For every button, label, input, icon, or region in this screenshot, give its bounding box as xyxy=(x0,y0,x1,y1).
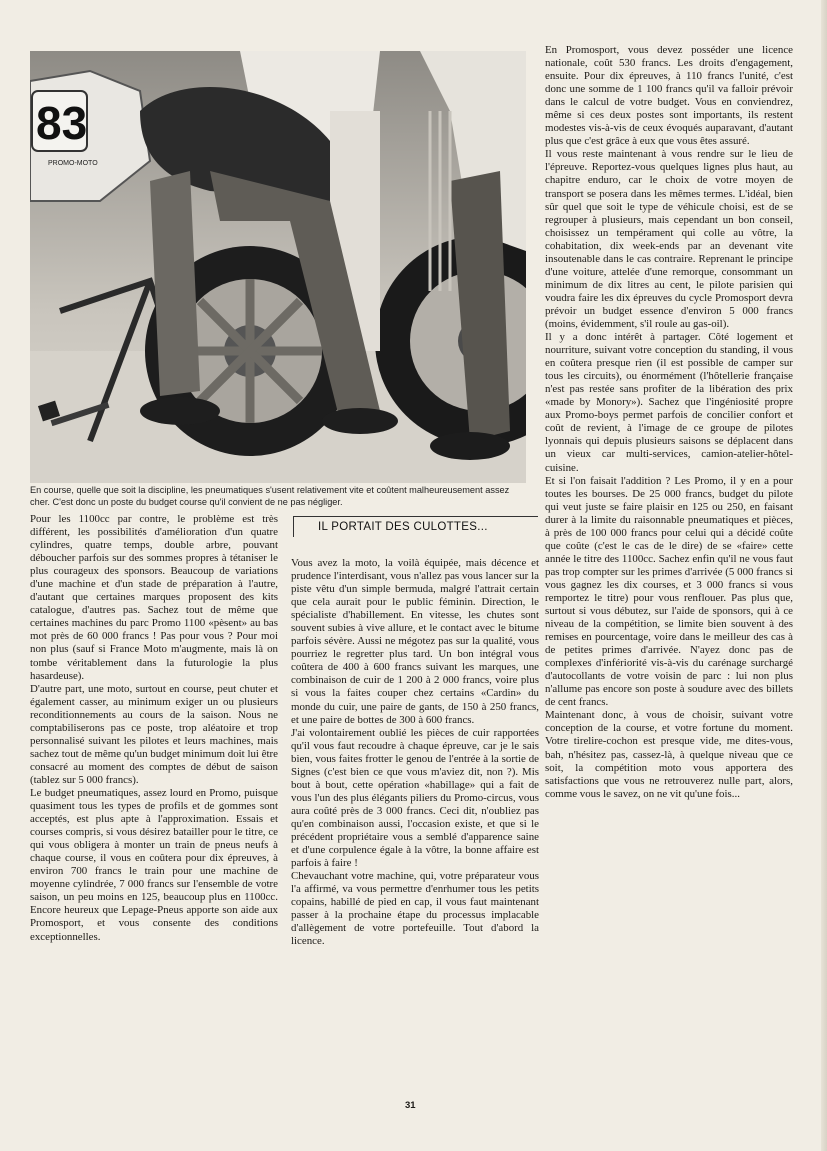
race-number-plate: 83 xyxy=(36,97,88,149)
article-column-left xyxy=(30,513,278,944)
paragraph: J'ai volontairement oublié les pièces de cuir rapportées qu'il vous faut recoudre à chaque épreuve, car je le sais bien, vous faites frotter le genou de l'entrée à la sortie de Signes (c'est bien ce que vous m'aviez dit, non ?). Mis bout à bout, cette opération «habillage» qui a fait de vous l'un des plus élégants piliers du Promo-circus, vous aura coûté près de 3 000 francs. Ceci dit, n'oubliez pas qu'en combinaison aussi, l'occasion existe, et que si le précédent propriétaire vous a semblé d'apparence saine et d'une corpulence égale à la vôtre, la bonne affaire est parfois à faire ! xyxy=(291,726,539,870)
page-edge xyxy=(821,0,827,1151)
paragraph: Maintenant donc, à vous de choisir, suivant votre conception de la course, et votre fortune du moment. Votre tirelire-cochon est presque vide, me dites-vous, bah, n'hésitez pas, cassez-là, à quelque niveau que ce soit, la compétition moto vous apportera des satisfactions que vous ne retrouverez nulle part, alors, comme vous le savez, on ne vit qu'une fois... xyxy=(545,709,793,800)
paragraph: Il vous reste maintenant à vous rendre sur le lieu de l'épreuve. Reportez-vous quelques lignes plus haut, au chapitre enduro, car le choix de votre moyen de transport se posera dans les mêmes termes. L'idéal, bien sûr quel que soit le type de véhicule choisi, est de se regrouper à plusieurs, mais cependant un bon conseil, choisissez un tempérament qui colle au vôtre, la cohabitation, dix week-ends par an devenant vite insoutenable dans le cas contraire. Reprenant le principe d'une voiture, attelée d'une remorque, consommant un minimum de dix litres au cent, le pilote parisien qui voudra faire les dix épreuves du cycle Promosport devra prévoir un budget essence d'environ 5 000 francs (moins, évidemment, s'il roule au gas-oil). xyxy=(545,148,793,330)
paragraph: Vous avez la moto, la voilà équipée, mais décence et prudence l'interdisant, vous n'allez pas vous lancer sur la piste vêtu d'un simple bermuda, malgré l'attrait certain que cela aurait pour le public féminin. Direction, le spécialiste d'habillement. En vitesse, les chutes sont souvent subies à vive allure, et le contact avec le bitume parfois sévère. Aussi ne mégotez pas sur la qualité, vous pourriez le regretter plus tard. Un bon intégral vous coûtera de 400 à 600 francs suivant les marques, une combinaison de cuir de 1 200 à 2 000 francs, voire plus si vous la faites couper chez certains «Cardin» du monde du cuir, une paire de gants, de 150 à 250 francs, et une paire de bottes de 300 à 600 francs. xyxy=(291,557,539,726)
article-column-middle xyxy=(291,557,539,948)
page-number: 31 xyxy=(405,1100,416,1111)
mechanics-tyres-illustration xyxy=(30,51,526,483)
paragraph: Il y a donc intérêt à partager. Côté logement et nourriture, suivant votre conception du standing, il vous en coûtera presque rien (il est possible de camper sur tous les circuits), ou énormément (l'hôtellerie française n'est pas restée sans profiter de la libération des prix «made by Monory»). Sachez que l'ingéniosité propre aux Promo-boys permet parfois de concilier confort et coût de revient, à l'image de ce groupe de pilotes lyonnais qui depuis plusieurs saisons se déplacent dans un vieux car multi-services, camion-atelier-hôtel-cuisine. xyxy=(545,331,793,474)
paragraph: D'autre part, une moto, surtout en course, peut chuter et également casser, au minimum exiger un ou plusieurs reconditionnements au cours de la saison. Nous ne comptabiliserons pas ce poste, trop aléatoire et trop personnalisé suivant les pilotes et leurs machines, mais sachez tout de même qu'un budget minimum doit lui être consacré au moment des comptes de début de saison (tablez sur 5 000 francs). xyxy=(30,682,278,786)
paragraph: En Promosport, vous devez posséder une licence nationale, coût 530 francs. Les droits d'engagement, ensuite. Pour dix épreuves, à 110 francs l'unité, c'est donc une somme de 1 100 francs qu'il va falloir prévoir dans le calcul de votre budget. Vous en conviendrez, même si ces deux postes sont importants, ils restent modestes vis-à-vis de ceux évoqués auparavant, d'autant plus que c'est grâce à eux que vous êtes assuré. xyxy=(545,44,793,148)
article-column-right xyxy=(545,44,793,801)
paragraph: Pour les 1100cc par contre, le problème est très différent, les possibilités d'amélioration d'un quatre cylindres, quatre temps, double arbre, pouvant déboucher parfois sur des sommes propres à tétaniser le plus courageux des sponsors. Beaucoup de variations d'une machine et d'un stade de préparation à l'autre, d'autant que certaines marques proposent des kits catalogue, d'autres pas. Sachez tout de même que certaines machines du parc Promo 1100 «pèsent» au bas mot près de 60 000 francs ! Pas pour vous ? Pour moi non plus (sauf si France Moto m'augmente, mais là on tombe véritablement dans la futurologie la plus hasardeuse). xyxy=(30,513,278,682)
fairing-sticker: PROMO-MOTO xyxy=(48,160,98,167)
paragraph: Le budget pneumatiques, assez lourd en Promo, puisque quasiment tous les types de profils et de gommes sont acceptés, est plus apte à l'approximation. Essais et courses compris, si vous désirez batailler pour le titre, ce qui vous obligera à monter un train de pneus neufs à chaque course, il vous en coûtera pour dix épreuves, à environ 700 francs le train pour une machine de moyenne cylindrée, 7 000 francs sur l'ensemble de votre saison, un peu moins en 125, beaucoup plus en 1100cc. Encore heureux que Lepage-Pneus apporte son aide aux Promosport, et vous consente des conditions exceptionnelles. xyxy=(30,786,278,943)
paragraph: Chevauchant votre machine, qui, votre préparateur vous l'a affirmé, va vous permettre d'enrhumer tous les petits copains, habillé de pied en cap, il vous faut maintenant passer à la prochaine étape du processus implacable d'allègement de votre portefeuille. Tout d'abord la licence. xyxy=(291,870,539,948)
section-headline: IL PORTAIT DES CULOTTES... xyxy=(318,521,488,533)
race-photo xyxy=(30,51,526,483)
paragraph: Et si l'on faisait l'addition ? Les Promo, il y en a pour toutes les bourses. De 25 000 francs, budget du pilote qui veut juste se faire plaisir en 125 ou 250, en faisant durer à la limite du raisonnable pneumatiques et pièces, à près de 100 000 francs pour celui qui a décidé coûte que coûte (c'est le cas de le dire) de se «faire» cette année le titre des 1100cc. Sachez enfin qu'il ne vous faut pas trop compter sur les primes d'arrivée (5 000 francs si vous gagnez les dix courses, et 3 000 francs si vous remportez le titre) pour vous renflouer. Pas plus que, surtout si vous débutez, sur l'aide de sponsors, qui à ce niveau de la compétition, se limite bien souvent à des remises en pourcentage, voire dans le meilleur des cas à de petites primes d'arrivée. N'ayez donc pas de complexes d'infériorité vis-à-vis du carénage surchargé d'autocollants de votre voisin de parc : lui non plus n'allume pas encore son poste à soudure avec des billets de cent francs. xyxy=(545,474,793,709)
photo-caption: En course, quelle que soit la discipline, les pneumatiques s'usent relativement vite et coûtent malheureusement assez cher. C'est donc un poste du budget course qu'il convient de ne pas négliger. xyxy=(30,485,510,507)
